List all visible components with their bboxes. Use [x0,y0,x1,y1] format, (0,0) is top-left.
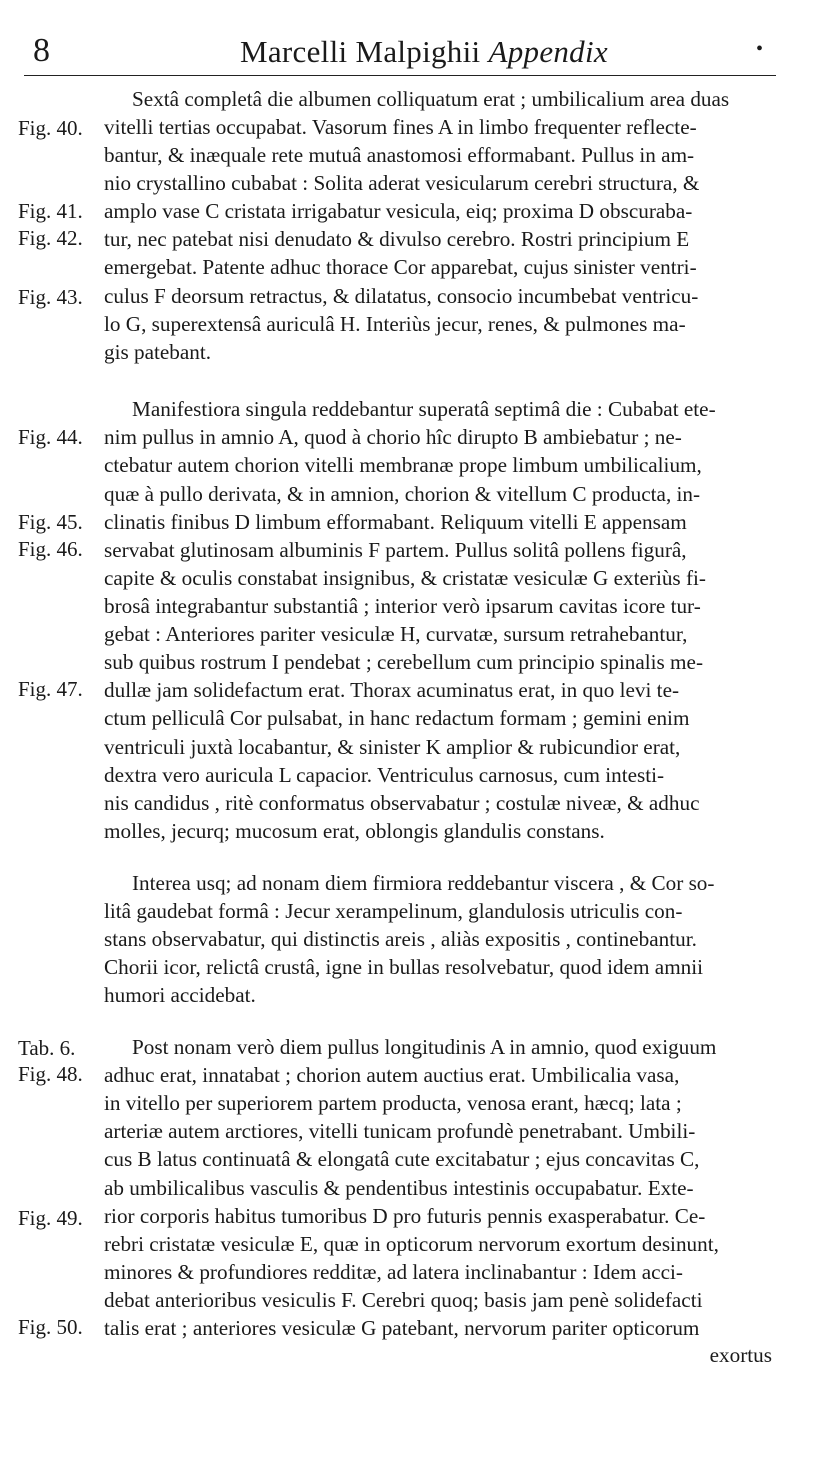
running-header [0,30,830,80]
text-line: bantur, & inæquale rete mutuâ anastomosi efformabant. Pullus in am- [104,143,695,167]
running-title-author: Marcelli Malpighii [240,34,489,69]
text-line: dextra vero auricula L capacior. Ventriculus carnosus, cum intesti- [104,763,665,787]
figure-reference-label: Fig. 46. [18,537,83,561]
running-title [240,34,608,70]
figure-reference-label: Fig. 42. [18,226,83,250]
text-line: adhuc erat, innatabat ; chorion autem auctius erat. Umbilicalia vasa, [104,1063,680,1087]
text-line: culus F deorsum retractus, & dilatatus, consocio incumbebat ventricu- [104,284,699,308]
text-line: ab umbilicalibus vasculis & pendentibus intestinis occupabatur. Exte- [104,1176,694,1200]
figure-reference-label: Fig. 45. [18,510,83,534]
text-line: in vitello per superiorem partem producta, venosa erant, hæcq; lata ; [104,1091,682,1115]
figure-reference-label: Fig. 49. [18,1206,83,1230]
figure-reference-label: Fig. 40. [18,116,83,140]
text-line: humori accidebat. [104,983,256,1007]
figure-reference-label: Tab. 6. [18,1036,76,1060]
text-line: Manifestiora singula reddebantur superatâ septimâ die : Cubabat ete- [132,397,716,421]
figure-reference-label: Fig. 50. [18,1315,83,1339]
text-line: litâ gaudebat formâ : Jecur xerampelinum, glandulosis utriculis con- [104,899,683,923]
text-line: rebri cristatæ vesiculæ E, quæ in opticorum nervorum exortum desinunt, [104,1232,719,1256]
header-ornament: • [756,38,764,60]
text-line: Chorii icor, relictâ crustâ, igne in bullas resolvebatur, quod idem amnii [104,955,704,979]
text-line: dullæ jam solidefactum erat. Thorax acuminatus erat, in quo levi te- [104,678,680,702]
text-line: gis patebant. [104,340,212,364]
text-line: talis erat ; anteriores vesiculæ G patebant, nervorum pariter opticorum [104,1316,700,1340]
text-line: rior corporis habitus tumoribus D pro futuris pennis exasperabatur. Ce- [104,1204,706,1228]
text-line: quæ à pullo derivata, & in amnion, chorion & vitellum C producta, in- [104,482,701,506]
text-line: amplo vase C cristata irrigabatur vesicula, eiq; proxima D obscuraba- [104,199,693,223]
text-line: clinatis finibus D limbum efformabant. Reliquum vitelli E appensam [104,510,687,534]
text-line: tur, nec patebat nisi denudato & divulso cerebro. Rostri principium E [104,227,690,251]
header-rule [24,75,776,76]
figure-reference-label: Fig. 47. [18,677,83,701]
text-line: nio crystallino cubabat : Solita aderat vesicularum cerebri structura, & [104,171,700,195]
text-line: lo G, superextensâ auriculâ H. Interiùs jecur, renes, & pulmones ma- [104,312,686,336]
text-line: capite & oculis constabat insignibus, & cristatæ vesiculæ G exteriùs fi- [104,566,706,590]
text-line: servabat glutinosam albuminis F partem. Pullus solitâ pollens figurâ, [104,538,687,562]
text-line: brosâ integrabantur substantiâ ; interior verò ipsarum cavitas icore tur- [104,594,701,618]
text-line: Interea usq; ad nonam diem firmiora reddebantur viscera , & Cor so- [132,871,715,895]
text-line: molles, jecurq; mucosum erat, oblongis glandulis constans. [104,819,605,843]
text-line: debat anterioribus vesiculis F. Cerebri quoq; basis jam penè solidefacti [104,1288,703,1312]
text-line: ventriculi juxtà locabantur, & sinister K amplior & rubicundior erat, [104,735,681,759]
text-line: emergebat. Patente adhuc thorace Cor apparebat, cujus sinister ventri- [104,255,697,279]
figure-reference-label: Fig. 44. [18,425,83,449]
page-number: 8 [33,32,50,69]
running-title-italic: Appendix [488,34,608,69]
figure-reference-label: Fig. 48. [18,1062,83,1086]
catchword: exortus [709,1343,772,1367]
text-line: vitelli tertias occupabat. Vasorum fines A in limbo frequenter reflecte- [104,115,697,139]
text-line: sub quibus rostrum I pendebat ; cerebellum cum principio spinalis me- [104,650,704,674]
text-line: nim pullus in amnio A, quod à chorio hîc dirupto B ambiebatur ; ne- [104,425,682,449]
text-line: nis candidus , ritè conformatus observabatur ; costulæ niveæ, & adhuc [104,791,700,815]
text-line: minores & profundiores redditæ, ad latera inclinabantur : Idem acci- [104,1260,683,1284]
text-line: ctebatur autem chorion vitelli membranæ prope limbum umbilicalium, [104,453,702,477]
text-line: arteriæ autem arctiores, vitelli tunicam profundè penetrabant. Umbili- [104,1119,696,1143]
text-line: Sextâ completâ die albumen colliquatum erat ; umbilicalium area duas [132,87,730,111]
text-line: Post nonam verò diem pullus longitudinis A in amnio, quod exiguum [132,1035,717,1059]
text-line: gebat : Anteriores pariter vesiculæ H, curvatæ, sursum retrahebantur, [104,622,688,646]
figure-reference-label: Fig. 43. [18,285,83,309]
text-line: ctum pelliculâ Cor pulsabat, in hanc redactum formam ; gemini enim [104,706,690,730]
text-line: cus B latus continuatâ & elongatâ cute excitabatur ; ejus concavitas C, [104,1147,700,1171]
figure-reference-label: Fig. 41. [18,199,83,223]
text-line: stans observabatur, qui distinctis areis , aliàs expositis , continebantur. [104,927,697,951]
